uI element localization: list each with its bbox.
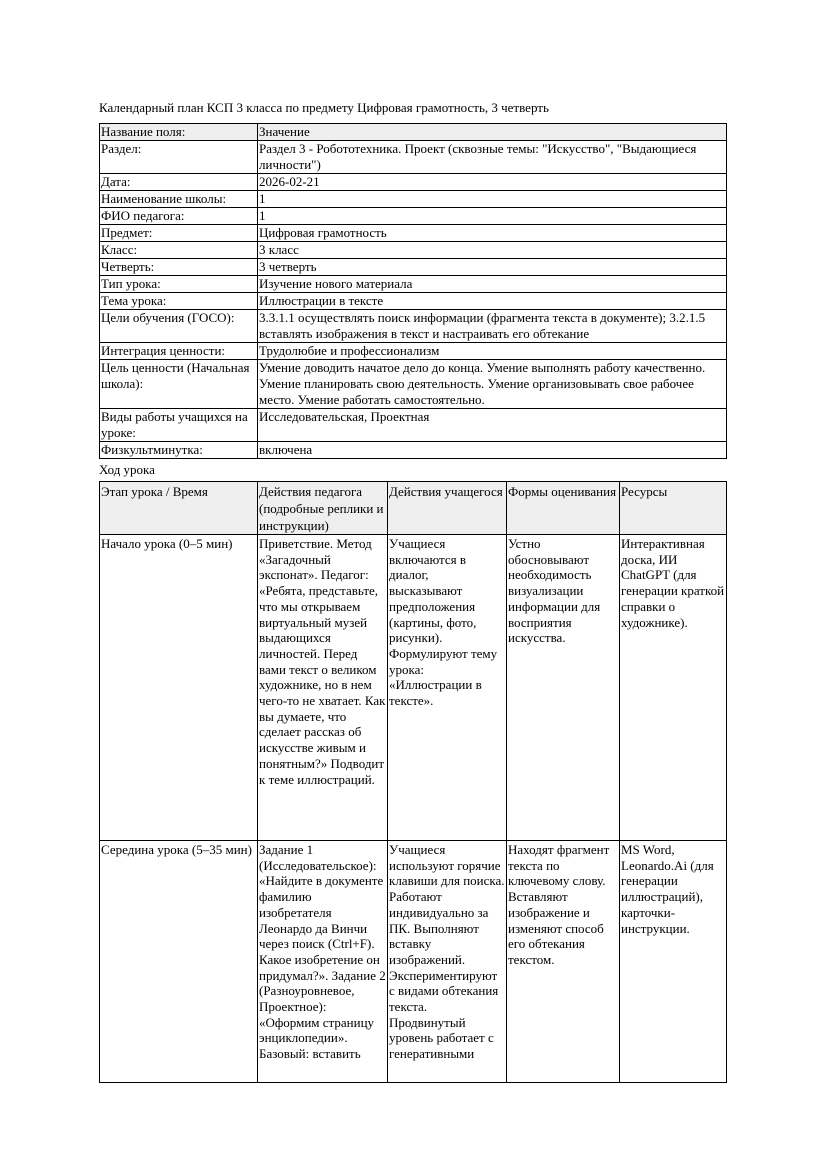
field-key: Четверть: [100, 259, 258, 276]
field-value: 3.3.1.1 осуществлять поиск информации (фрагмента текста в документе); 3.2.1.5 вставлять изображения в текст и настраивать его обтекание [258, 310, 727, 343]
field-key: Виды работы учащихся на уроке: [100, 409, 258, 442]
column-header: Действия педагога (подробные реплики и инструкции) [258, 482, 388, 535]
table-header-row [100, 482, 727, 535]
field-value: Умение доводить начатое дело до конца. Умение выполнять работу качественно. Умение планировать свою деятельность. Умение организовывать свое рабочее место. Умение работать самостоятельно. [258, 360, 727, 409]
table-row [100, 535, 727, 841]
header-key: Название поля: [100, 124, 258, 141]
field-key: Интеграция ценности: [100, 343, 258, 360]
document-title: Календарный план КСП 3 класса по предмету Цифровая грамотность, 3 четверть [99, 100, 549, 115]
field-value: 3 класс [258, 242, 727, 259]
teacher-actions-cell: Приветствие. Метод «Загадочный экспонат». Педагог: «Ребята, представьте, что мы открываем виртуальный музей выдающихся личностей. Перед вами текст о великом художнике, но в нем чего-то не хватает. Как вы думаете, что сделает рассказ об искусстве живым и понятным?» Подводит к теме иллюстраций. [258, 535, 388, 841]
stage-cell [100, 841, 258, 1083]
header-value: Значение [258, 124, 727, 141]
student-actions-cell: Учащиеся включаются в диалог, высказывают предположения (картины, фото, рисунки). Формулируют тему урока: «Иллюстрации в тексте». [388, 535, 507, 841]
table-row [100, 360, 727, 409]
assessment-cell: Устно обосновывают необходимость визуализации информации для восприятия искусства. [507, 535, 620, 841]
cell-text: MS Word, Leonardo.Ai (для генерации иллюстраций), карточки-инструкции. [621, 842, 714, 936]
lesson-info-table [99, 123, 727, 459]
cell-text: Находят фрагмент текста по ключевому слову. Вставляют изображение и изменяют способ его обтекания текстом. [508, 842, 610, 967]
field-key: Цель ценности (Начальная школа): [100, 360, 258, 409]
field-value: 3 четверть [258, 259, 727, 276]
table-row [100, 174, 727, 191]
field-key: Класс: [100, 242, 258, 259]
column-header: Этап урока / Время [100, 482, 258, 535]
assessment-cell [507, 841, 620, 1083]
table-row [100, 276, 727, 293]
table-row [100, 293, 727, 310]
field-value: Раздел 3 - Робототехника. Проект (сквозные темы: "Искусство", "Выдающиеся личности") [258, 141, 727, 174]
field-key: Тема урока: [100, 293, 258, 310]
field-value: Исследовательская, Проектная [258, 409, 727, 442]
column-header: Ресурсы [620, 482, 727, 535]
field-key: ФИО педагога: [100, 208, 258, 225]
field-value: Трудолюбие и профессионализм [258, 343, 727, 360]
resources-cell: Интерактивная доска, ИИ ChatGPT (для генерации краткой справки о художнике). [620, 535, 727, 841]
cell-text: Учащиеся используют горячие клавиши для поиска. Работают индивидуально за ПК. Выполняют вставку изображений. Экспериментируют с видами обтекания текста. Продвинутый уровень работает с генеративными [389, 842, 505, 1062]
lesson-flow-table [99, 481, 727, 1083]
field-key: Наименование школы: [100, 191, 258, 208]
field-key: Дата: [100, 174, 258, 191]
field-value: 1 [258, 191, 727, 208]
document-page [99, 99, 727, 1083]
field-value: 1 [258, 208, 727, 225]
table-row [100, 343, 727, 360]
column-header: Формы оценивания [507, 482, 620, 535]
table-header-row [100, 124, 727, 141]
field-key: Физкультминутка: [100, 442, 258, 459]
table-row [100, 310, 727, 343]
cell-text: Середина урока (5–35 мин) [101, 842, 252, 857]
field-value: Иллюстрации в тексте [258, 293, 727, 310]
table-row [100, 208, 727, 225]
field-value: 2026-02-21 [258, 174, 727, 191]
resources-cell [620, 841, 727, 1083]
table-row [100, 259, 727, 276]
field-key: Предмет: [100, 225, 258, 242]
field-key: Тип урока: [100, 276, 258, 293]
stage-cell: Начало урока (0–5 мин) [100, 535, 258, 841]
teacher-actions-cell [258, 841, 388, 1083]
cell-text: Задание 1 (Исследовательское): «Найдите в документе фамилию изобретателя Леонардо да Винчи через поиск (Ctrl+F). Какое изобретение он придумал?». Задание 2 (Разноуровневое, Проектное): «Оформим страницу энциклопедии». Базовый: вставить [259, 842, 386, 1062]
table-row [100, 841, 727, 1083]
field-value: включена [258, 442, 727, 459]
field-key: Цели обучения (ГОСО): [100, 310, 258, 343]
field-value: Цифровая грамотность [258, 225, 727, 242]
table-row [100, 442, 727, 459]
section-heading: Ход урока [99, 462, 155, 477]
table-row [100, 225, 727, 242]
table-row [100, 191, 727, 208]
table-row [100, 242, 727, 259]
field-value: Изучение нового материала [258, 276, 727, 293]
student-actions-cell [388, 841, 507, 1083]
column-header: Действия учащегося [388, 482, 507, 535]
field-key: Раздел: [100, 141, 258, 174]
table-row [100, 141, 727, 174]
table-row [100, 409, 727, 442]
